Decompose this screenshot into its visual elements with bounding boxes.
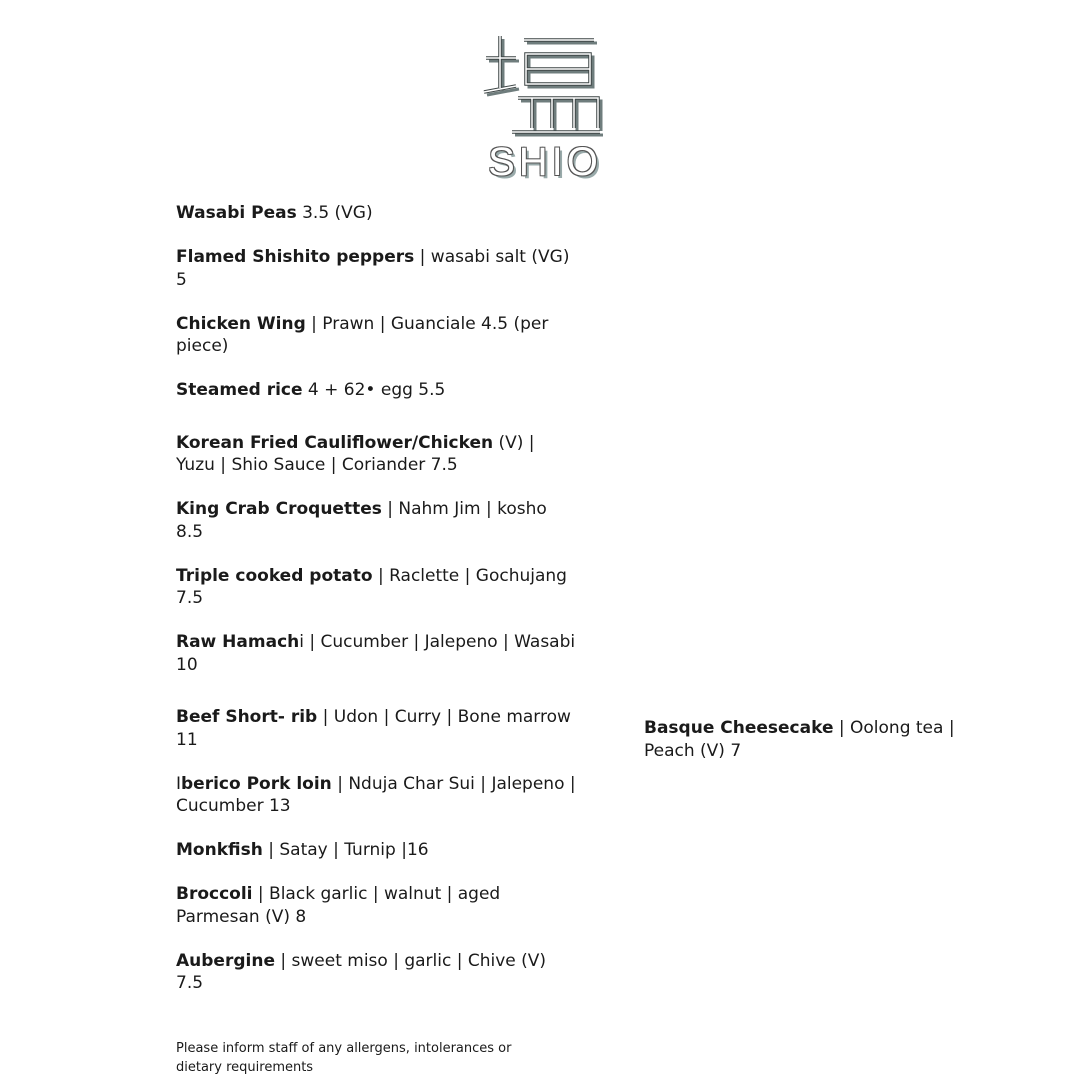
menu-right-column — [644, 717, 964, 784]
dish-details: 4 + 62• egg 5.5 — [302, 380, 446, 400]
dish-name: Aubergine — [176, 950, 275, 971]
dish-details: | Udon | Curry | Bone marrow 11 — [176, 707, 571, 750]
dish-details: | Nduja Char Sui | Jalepeno | Cucumber 13 — [176, 773, 576, 816]
dish-name: Flamed Shishito peppers — [176, 247, 415, 267]
menu-left-column — [176, 202, 576, 1016]
dish-name: Chicken Wing — [176, 313, 306, 334]
dish-details: | Black garlic | walnut | aged Parmesan (V) 8 — [176, 884, 501, 927]
dish-details: | Prawn | Guanciale 4.5 (per piece) — [176, 313, 549, 356]
menu-item — [176, 565, 576, 610]
menu-item — [176, 950, 576, 995]
dish-name: Broccoli — [176, 884, 253, 904]
menu-item — [176, 631, 576, 676]
dish-name: Steamed rice — [176, 380, 303, 400]
dish-name: Basque Cheesecake — [644, 718, 834, 738]
menu-item — [176, 773, 576, 818]
dish-name: Triple cooked potato — [176, 565, 373, 586]
allergen-note: Please inform staff of any allergens, intolerances or dietary requirements — [176, 1041, 512, 1075]
salt-kanji-logo-icon — [470, 28, 620, 143]
dish-name: Raw Hamach — [176, 632, 300, 652]
menu-item — [176, 883, 576, 928]
menu-item — [176, 706, 576, 751]
menu-item — [176, 246, 576, 291]
brand-logo — [470, 28, 620, 188]
dish-details: | Nahm Jim | kosho 8.5 — [176, 499, 547, 542]
menu-item — [176, 379, 576, 402]
brand-wordmark: SHIO — [488, 140, 602, 184]
dish-details: | sweet miso | garlic | Chive (V) 7.5 — [176, 950, 547, 993]
dish-name: Beef Short- rib — [176, 707, 318, 727]
dish-name: Korean Fried Cauliflower/Chicken — [176, 432, 494, 453]
dish-name: Wasabi Peas — [176, 203, 297, 223]
dish-details: | Oolong tea | Peach (V) 7 — [644, 718, 955, 761]
menu-item — [176, 202, 576, 225]
menu-item — [176, 839, 576, 862]
dish-details: | Raclette | Gochujang 7.5 — [176, 565, 567, 608]
menu-item — [176, 498, 576, 543]
dish-details: | Satay | Turnip |16 — [262, 840, 429, 860]
dish-name: Monkfish — [176, 840, 263, 860]
dish-name-prefix: I — [176, 773, 182, 794]
dish-details: i | Cucumber | Jalepeno | Wasabi 10 — [176, 632, 576, 675]
menu-item — [644, 717, 964, 762]
dish-name: berico Pork loin — [181, 773, 332, 794]
menu-item — [176, 432, 576, 477]
dish-details: 3.5 (VG) — [296, 203, 373, 223]
dish-name: King Crab Croquettes — [176, 499, 382, 519]
menu-item — [176, 313, 576, 358]
dish-details: (V) | Yuzu | Shio Sauce | Coriander 7.5 — [176, 432, 535, 475]
dish-details: | wasabi salt (VG) 5 — [176, 247, 570, 290]
